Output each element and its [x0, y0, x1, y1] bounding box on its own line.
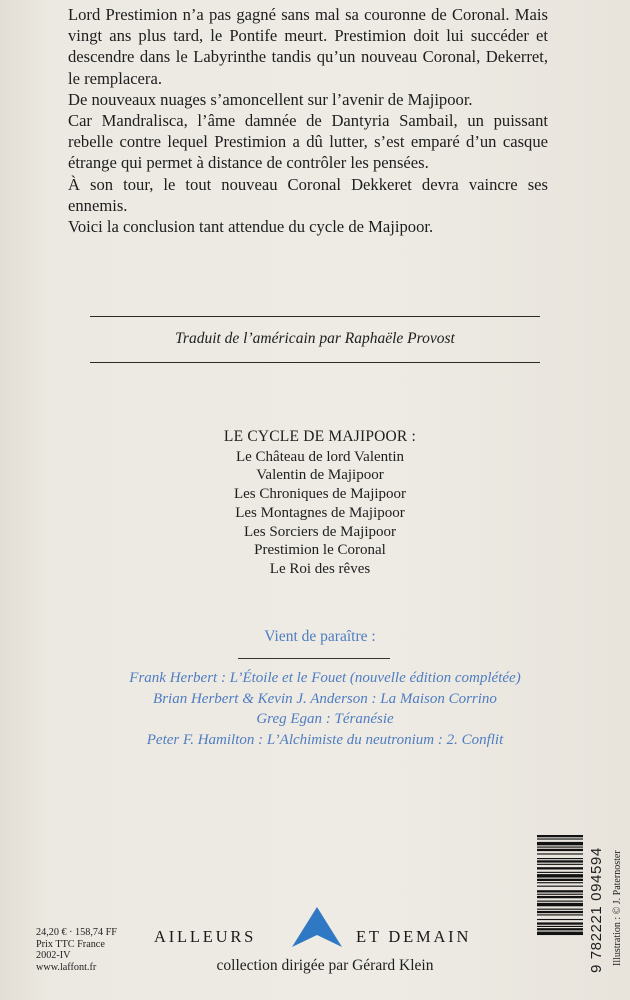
price-line: 24,20 € · 158,74 FF — [36, 927, 117, 938]
cycle-title: Prestimion le Coronal — [254, 542, 386, 559]
blurb-paragraph: Lord Prestimion n’a pas gagné sans mal sa couronne de Coronal. Mais vingt ans plus tard, le Pontife meurt. Prestimion doit lui succéder et descendre dans le Labyrinthe tandis qu’un nouveau Coronal, Dekerret, le remplacera. — [68, 5, 548, 88]
new-release-item: Greg Egan : Téranésie — [256, 711, 394, 727]
price-block — [36, 927, 146, 973]
cycle-list — [190, 428, 450, 579]
blurb-paragraph: À son tour, le tout nouveau Coronal Dekkeret devra vaincre ses ennemis. — [68, 174, 548, 215]
price-line: Prix TTC France — [36, 938, 105, 950]
collection-director: collection dirigée par Gérard Klein — [216, 957, 434, 974]
blurb-paragraph: Car Mandralisca, l’âme damnée de Dantyria Sambail, un puissant rebelle contre lequel Prestimion a dû lutter, s’est emparé d’un casque étrange qui permet à distance de contrôler les pensées. — [68, 111, 548, 173]
blurb-paragraph: Voici la conclusion tant attendue du cycle de Majipoor. — [68, 217, 434, 237]
new-releases-list — [60, 668, 590, 750]
isbn-barcode — [537, 833, 583, 973]
translator-credit: Traduit de l’américain par Raphaële Provost — [175, 330, 455, 347]
new-release-item: Peter F. Hamilton : L’Alchimiste du neutronium : 2. Conflit — [146, 731, 504, 748]
brand-left: AILLEURS — [154, 927, 257, 946]
cycle-title: Les Chroniques de Majipoor — [233, 486, 407, 503]
cycle-title: Le Roi des rêves — [269, 560, 371, 577]
divider-top — [90, 316, 540, 317]
divider-bottom — [90, 362, 540, 363]
price-line: 2002-IV — [36, 950, 71, 962]
new-release-item: Brian Herbert & Kevin J. Anderson : La Maison Corrino — [153, 690, 497, 707]
cycle-title: Les Sorciers de Majipoor — [243, 523, 397, 540]
illustration-credit: Illustration : © J. Paternoster — [612, 850, 623, 966]
blurb-text — [68, 4, 548, 237]
new-releases-underline — [238, 658, 390, 659]
cycle-heading: LE CYCLE DE MAJIPOOR : — [223, 428, 417, 445]
new-releases-heading: Vient de paraître : — [264, 628, 376, 645]
barcode-number: 9 782221 094594 — [588, 847, 605, 973]
cycle-title: Le Château de lord Valentin — [235, 448, 404, 465]
new-release-item: Frank Herbert : L’Étoile et le Fouet (nouvelle édition complétée) — [129, 670, 521, 686]
publisher-url: www.laffont.fr — [36, 961, 97, 973]
collection-logo-icon — [290, 905, 344, 949]
blurb-paragraph: De nouveaux nuages s’amoncellent sur l’avenir de Majipoor. — [68, 89, 473, 109]
cycle-title: Valentin de Majipoor — [256, 467, 384, 484]
cycle-title: Les Montagnes de Majipoor — [235, 504, 405, 521]
brand-right: ET DEMAIN — [356, 927, 472, 946]
